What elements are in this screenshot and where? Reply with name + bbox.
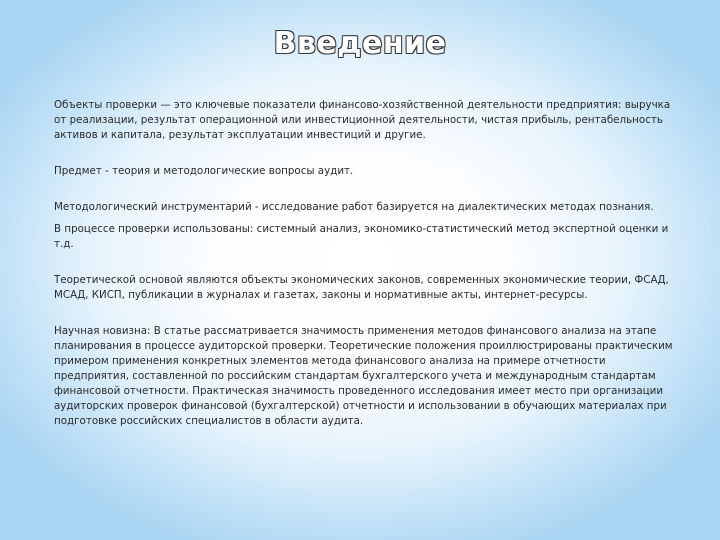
- paragraph-novelty: Научная новизна: В статье рассматривается значимость применения методов финансового анализа на этапе планирования в процессе аудиторской проверки. Теоретические положения проиллюстрированы практическим примером применения конкретных элементов метода финансового анализа на примере отчетности предприятия, составленной по российским стандартам бухгалтерского учета и международным стандартам финансовой отчетности. Практическая значимость проведенного исследования имеет место при организации аудиторских проверок финансовой (бухгалтерской) отчетности и использовании в обучающих материалах при подготовке российских специалистов в области аудита.: [54, 325, 673, 427]
- slide-title: Введение: [273, 26, 447, 61]
- paragraph-objects: Объекты проверки — это ключевые показатели финансово-хозяйственной деятельности предприятия: выручка от реализации, результат операционной или инвестиционной деятельности, чистая прибыль, рентабельность активов и капитала, результат эксплуатации инвестиций и другие.: [54, 99, 671, 141]
- slide-body: [54, 98, 680, 429]
- paragraph-theoretical-basis: Теоретической основой являются объекты экономических законов, современных экономические теории, ФСАД, МСАД, КИСП, публикации в журналах и газетах, законы и нормативные акты, интернет-ресурсы.: [54, 274, 669, 301]
- paragraph-subject: Предмет - теория и методологические вопросы аудит.: [54, 165, 354, 177]
- paragraph-methods-used: В процессе проверки использованы: системный анализ, экономико-статистический метод экспертной оценки и т.д.: [54, 223, 669, 250]
- paragraph-methodology: Методологический инструментарий - исследование работ базируется на диалектических методах познания.: [54, 201, 654, 213]
